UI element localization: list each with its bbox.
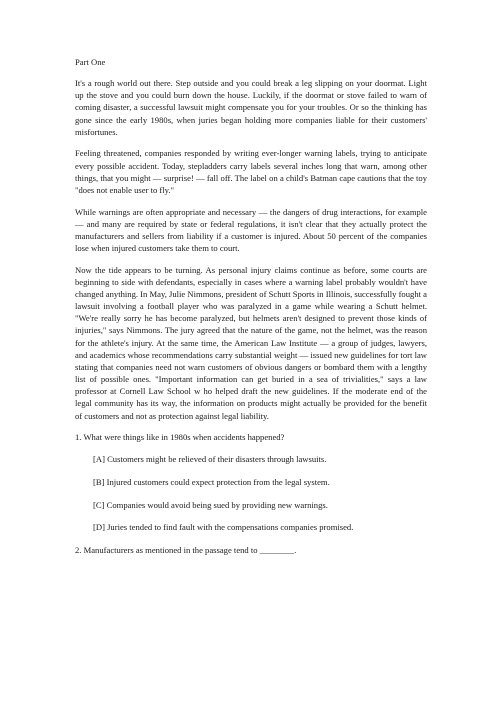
- question-1-option-c: [C] Companies would avoid being sued by providing new warnings.: [93, 499, 328, 510]
- passage-paragraph-1: It's a rough world out there. Step outside and you could break a leg slipping on your doormat. Light up the stove and you could burn down the house. Luckily, if the doormat or stove failed to warn of coming disaster, a successful lawsuit might compensate you for your troubles. Or so the thinking has gone since the early 1980s, when juries began holding more companies liable for their customers' misfortunes.: [75, 78, 427, 137]
- question-1-option-a: [A] Customers might be relieved of their disasters through lawsuits.: [93, 454, 327, 465]
- part-heading: Part One: [75, 57, 106, 67]
- passage-paragraph-3: While warnings are often appropriate and necessary — the dangers of drug interactions, for example — and many are required by state or federal regulations, it isn't clear that they actually protect the manufacturers and sellers from liability if a customer is injured. About 50 percent of the companies lose when injured customers take them to court.: [75, 206, 427, 254]
- question-1-option-b: [B] Injured customers could expect protection from the legal system.: [93, 477, 330, 488]
- passage-paragraph-2: Feeling threatened, companies responded by writing ever-longer warning labels, trying to anticipate every possible accident. Today, stepladders carry labels several inches long that warn, among other things, that you might — surprise! — fall off. The label on a child's Batman cape cautions that the toy "does not enable user to fly.": [75, 148, 427, 195]
- question-2-stem: 2. Manufacturers as mentioned in the passage tend to ________.: [75, 545, 297, 555]
- passage-paragraph-4: Now the tide appears to be turning. As personal injury claims continue as before, some courts are beginning to side with defendants, especially in cases where a warning label probably wouldn't have changed anything. In May, Julie Nimmons, president of Schutt Sports in Illinois, successfully fought a lawsuit involving a football player who was paralyzed in a game while wearing a Schutt helmet. "We're really sorry he has become paralyzed, but helmets aren't designed to prevent those kinds of injuries," says Nimmons. The jury agreed that the nature of the game, not the helmet, was the reason for the athlete's injury. At the same time, the American Law Institute — a group of judges, lawyers, and academics whose recommendations carry substantial weight — issued new guidelines for tort law stating that companies need not warn customers of obvious dangers or bombard them with a lengthy list of possible ones. "Important information can get buried in a sea of trivialities," says a law professor at Cornell Law School w ho helped draft the new guidelines. If the moderate end of the legal community has its way, the information on products might actually be provided for the benefit of customers and not as protection against legal liability.: [75, 264, 427, 421]
- question-1-option-d: [D] Juries tended to find fault with the compensations companies promised.: [93, 522, 354, 533]
- question-1-stem: 1. What were things like in 1980s when accidents happened?: [75, 432, 285, 443]
- question-1-options: [93, 453, 427, 533]
